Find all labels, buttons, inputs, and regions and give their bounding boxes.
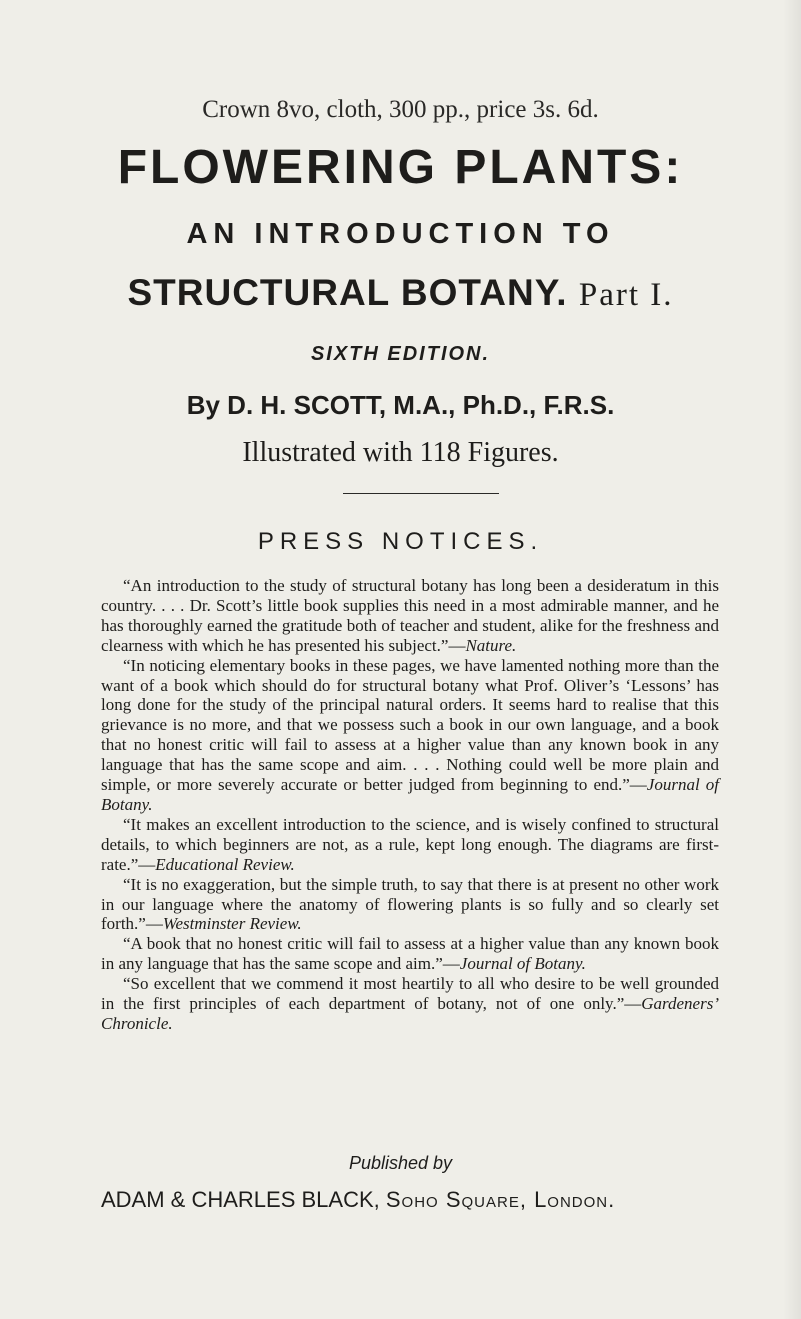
publisher-address: Soho Square, London. xyxy=(385,1187,616,1212)
publisher-name: ADAM & CHARLES BLACK, xyxy=(101,1187,380,1212)
edition-label: SIXTH EDITION. xyxy=(310,343,491,365)
subtitle-line-1: AN INTRODUCTION TO xyxy=(186,218,615,250)
notice-source: Nature. xyxy=(465,635,517,655)
notice-text: “In noticing elementary books in these pages, we have lamented nothing more than the want of a book which should do for structural botany what Prof. Oliver’s ‘Lessons’ has long done for the study of the principal natural orders. It seems hard to realise that this grievance is no more, and that we possess such a book in our own language, and a book that no honest critic will fail to assess at a higher value than any known book in any language that has the same scope and aim. . . . Nothing could well be more plain and simple, or more severely accurate or better judged from beginning to end.”— xyxy=(101,655,719,795)
notice-source: Journal of Botany. xyxy=(101,775,719,814)
notice-text: “An introduction to the study of structural botany has long been a desideratum in this country. . . . Dr. Scott’s little book supplies this need in a most admirable manner, and he has thoroughly earned the gratitude both of teacher and student, alike for the freshness and clearness with which he has presented his subject.”— xyxy=(101,576,719,655)
notice-source: Gardeners’ Chronicle. xyxy=(101,994,719,1033)
published-by-label: Published by xyxy=(348,1153,453,1173)
press-notice xyxy=(101,974,719,1034)
publication-details: Crown 8vo, cloth, 300 pp., price 3s. 6d. xyxy=(202,96,599,123)
author-line: By D. H. SCOTT, M.A., Ph.D., F.R.S. xyxy=(186,390,615,420)
press-notice xyxy=(101,815,719,875)
press-notices-heading: PRESS NOTICES. xyxy=(257,528,544,555)
notice-source: Journal of Botany. xyxy=(459,954,586,974)
press-notice xyxy=(101,576,719,656)
book-title: FLOWERING PLANTS: xyxy=(117,141,684,194)
notice-text: “It makes an excellent introduction to the science, and is wisely confined to structural details, to which beginners are not, as a rule, kept long enough. The diagrams are first-rate.”— xyxy=(101,814,719,874)
press-notice xyxy=(101,875,719,935)
notice-text: “A book that no honest critic will fail to assess at a higher value than any known book in any language that has the same scope and aim.”— xyxy=(101,934,719,974)
notice-text: “It is no exaggeration, but the simple truth, to say that there is at present no other work in our language where the anatomy of flowering plants is so fully and so clearly set forth.”— xyxy=(101,874,719,934)
page-edge-shadow xyxy=(783,0,801,1319)
press-notice xyxy=(101,656,719,815)
subtitle-line-2 xyxy=(0,272,801,314)
subtitle-text: STRUCTURAL BOTANY. xyxy=(127,272,568,313)
publisher-line xyxy=(101,1187,719,1213)
press-notice xyxy=(101,934,719,974)
notice-text: “So excellent that we commend it most heartily to all who desire to be well grounded in the first principles of each department of botany, not of one only.”— xyxy=(101,974,719,1014)
part-label: Part I. xyxy=(578,277,674,313)
notice-source: Westminster Review. xyxy=(162,914,302,934)
notice-source: Educational Review. xyxy=(155,854,295,874)
illustrated-note: Illustrated with 118 Figures. xyxy=(242,437,559,468)
press-notices-list xyxy=(101,576,719,1034)
divider-rule xyxy=(343,493,499,494)
